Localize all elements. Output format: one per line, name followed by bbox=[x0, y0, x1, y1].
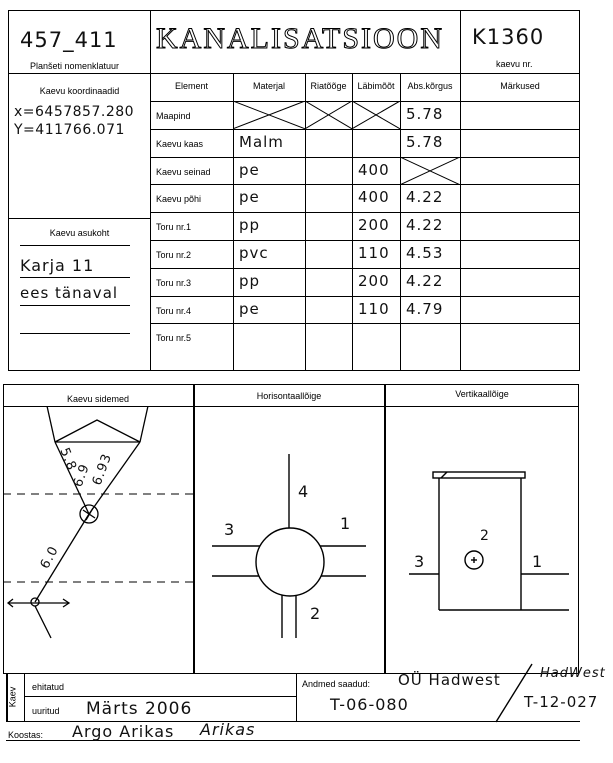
coords-label: Kaevu koordinaadid bbox=[39, 86, 120, 96]
table-cell-element: Toru nr.5 bbox=[156, 333, 192, 344]
horizontal-section-diagram bbox=[194, 406, 384, 674]
location-line2: ees tänaval bbox=[20, 284, 119, 302]
author-label: Koostas: bbox=[8, 730, 44, 740]
table-cell-height: 4.79 bbox=[406, 299, 444, 318]
table-cell-diameter: 110 bbox=[358, 244, 390, 262]
table-cell-element: Kaevu kaas bbox=[156, 138, 204, 149]
ties-diagram bbox=[3, 406, 193, 674]
page-title: KANALISATSIOON bbox=[156, 22, 444, 55]
table-cell-element: Toru nr.3 bbox=[156, 277, 192, 288]
table-cell-material: pe bbox=[239, 299, 260, 318]
horizontal-title: Horisontaallõige bbox=[256, 391, 322, 401]
table-cell-diameter: 400 bbox=[358, 160, 390, 179]
table-cell-height: 4.22 bbox=[406, 188, 444, 207]
data-source-label: Andmed saadud: bbox=[302, 679, 371, 689]
table-cell-material: pp bbox=[239, 271, 261, 290]
coord-x: x=6457857.280 bbox=[14, 104, 135, 120]
planned-label: ehitatud bbox=[32, 682, 65, 692]
table-cell-material: Malm bbox=[239, 132, 284, 151]
table-cell-element: Maapind bbox=[156, 111, 191, 121]
table-cell-diameter: 200 bbox=[358, 216, 390, 235]
plan-number: 457_411 bbox=[20, 28, 118, 52]
table-cell-element: Toru nr.4 bbox=[156, 305, 192, 316]
location-label: Kaevu asukoht bbox=[49, 228, 110, 238]
well-label: kaevu nr. bbox=[496, 59, 533, 69]
table-cell-height: 4.22 bbox=[406, 271, 444, 290]
table-cell-height: 4.53 bbox=[406, 244, 444, 262]
job-number-2: T-12-027 bbox=[524, 693, 599, 711]
coord-y: Y=411766.071 bbox=[14, 122, 125, 138]
table-header-0: Element bbox=[174, 81, 209, 91]
footer-slash bbox=[490, 660, 540, 724]
v-pipe-label-2: 2 bbox=[480, 528, 490, 544]
table-cell-element: Toru nr.1 bbox=[156, 222, 192, 233]
tie-distance-4: 6.0 bbox=[37, 543, 63, 572]
data-source-value: OÜ Hadwest bbox=[398, 671, 501, 689]
table-header-1: Materjal bbox=[252, 81, 285, 91]
vertical-title: Vertikaallõige bbox=[455, 389, 509, 399]
na-cross bbox=[233, 101, 400, 129]
table-cell-height: 5.78 bbox=[406, 105, 444, 123]
table-header-4: Abs.kõrgus bbox=[407, 81, 453, 91]
table-cell-material: pvc bbox=[239, 244, 269, 262]
table-cell-height: 4.22 bbox=[406, 216, 444, 235]
job-number: T-06-080 bbox=[330, 695, 409, 714]
table-header-3: Läbimõõt bbox=[357, 81, 395, 91]
table-header-5: Märkused bbox=[500, 81, 540, 91]
v-pipe-label-1: 1 bbox=[532, 552, 544, 571]
author-value: Argo Arikas bbox=[72, 722, 175, 741]
well-number: K1360 bbox=[472, 25, 545, 49]
h-pipe-label-3: 3 bbox=[224, 520, 236, 539]
table-cell-material: pe bbox=[239, 160, 260, 179]
h-pipe-label-1: 1 bbox=[340, 514, 352, 533]
table-cell-material: pe bbox=[239, 188, 260, 207]
plan-label: Planšeti nomenklatuur bbox=[30, 61, 120, 71]
examined-value: Märts 2006 bbox=[86, 699, 193, 719]
h-pipe-label-2: 2 bbox=[310, 604, 322, 623]
na-cross bbox=[400, 157, 460, 185]
table-cell-diameter: 110 bbox=[358, 299, 390, 318]
ties-title: Kaevu sidemed bbox=[66, 394, 130, 404]
table-cell-diameter: 400 bbox=[358, 188, 390, 207]
examined-label: uuritud bbox=[32, 706, 60, 716]
tie-distance-3: 6.93 bbox=[89, 451, 116, 488]
tie-distance-1: 5.8 bbox=[56, 445, 80, 474]
location-line1: Karja 11 bbox=[20, 256, 95, 275]
tie-distance-2: 6.9 bbox=[70, 461, 93, 490]
table-cell-height: 5.78 bbox=[406, 132, 444, 151]
v-pipe-label-3: 3 bbox=[414, 552, 426, 571]
table-cell-element: Kaevu seinad bbox=[156, 166, 211, 177]
table-cell-element: Toru nr.2 bbox=[156, 250, 192, 260]
table-cell-diameter: 200 bbox=[358, 271, 390, 290]
h-pipe-label-4: 4 bbox=[298, 482, 310, 501]
table-cell-material: pp bbox=[239, 216, 261, 235]
table-cell-element: Kaevu põhi bbox=[156, 194, 202, 205]
table-header-2: Riatõõge bbox=[310, 81, 347, 91]
company-sign: HadWest bbox=[540, 666, 606, 681]
side-label: Kaev bbox=[7, 686, 18, 708]
signature: Arikas bbox=[200, 720, 256, 739]
